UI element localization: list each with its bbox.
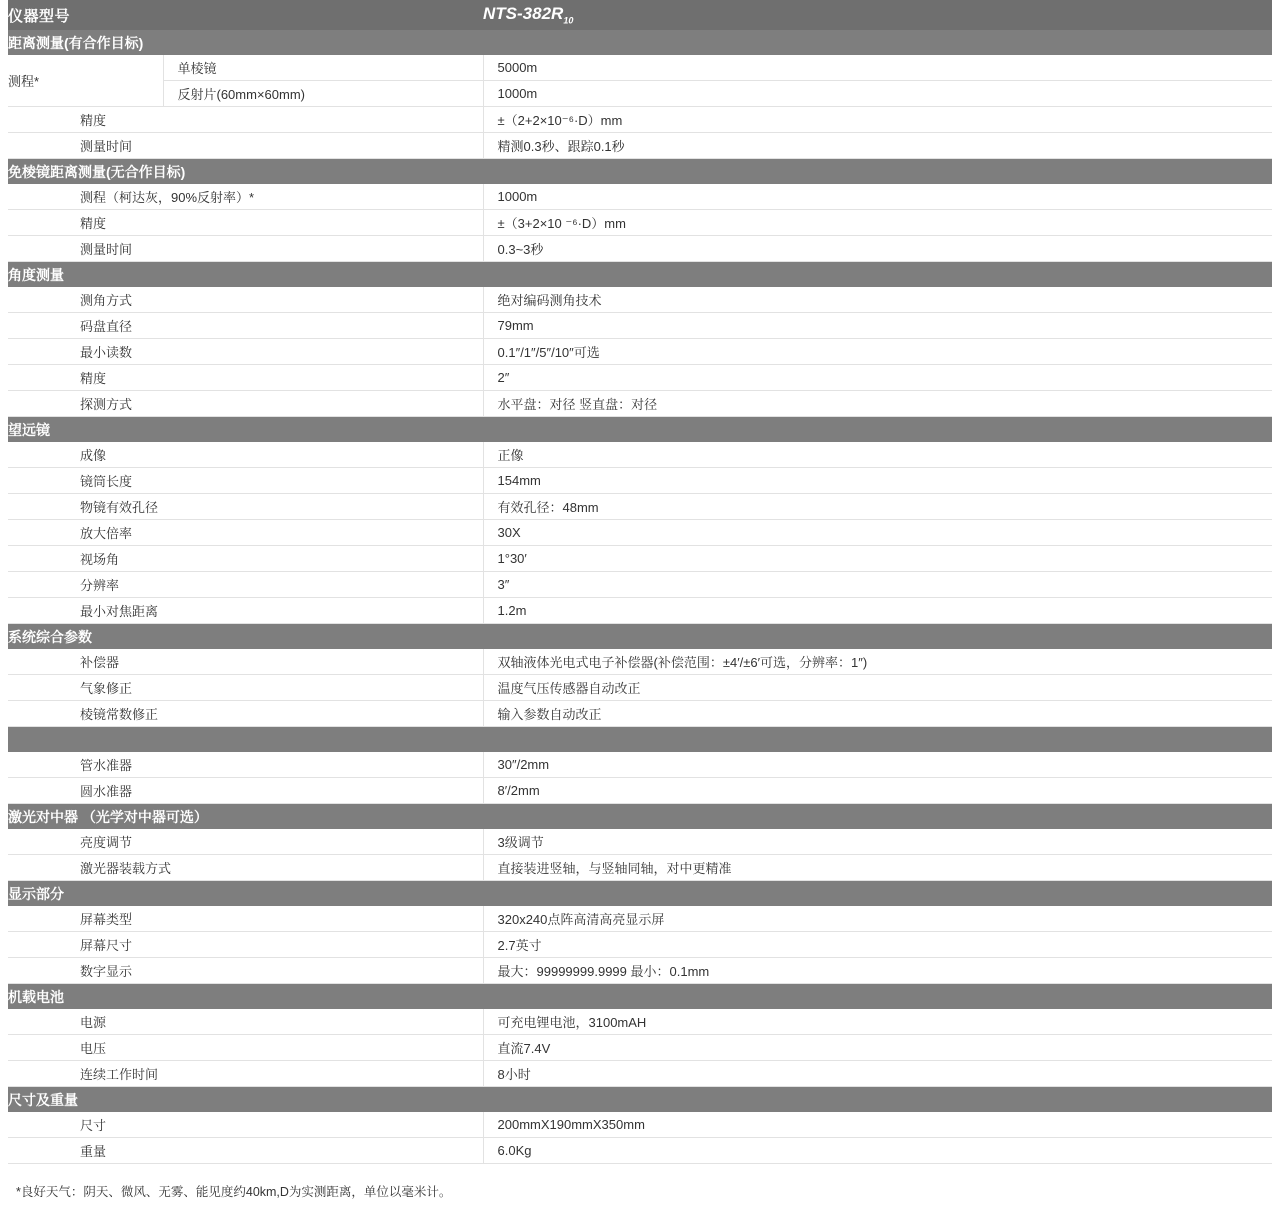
section-header-row xyxy=(8,624,1272,650)
row-value: 1.2m xyxy=(483,598,1272,624)
row-label: 码盘直径 xyxy=(8,313,483,339)
row-value: 8小时 xyxy=(483,1061,1272,1087)
row-label: 镜筒长度 xyxy=(8,468,483,494)
table-row xyxy=(8,133,1272,159)
row-label: 尺寸 xyxy=(8,1112,483,1138)
section-header-row xyxy=(8,1087,1272,1113)
model-subscript: 10 xyxy=(563,15,574,26)
table-body xyxy=(8,0,1272,1164)
row-label: 电源 xyxy=(8,1009,483,1035)
table-row xyxy=(8,752,1272,778)
row-value: 1000m xyxy=(483,81,1272,107)
section-header-row xyxy=(8,417,1272,443)
section-header-row xyxy=(8,262,1272,288)
table-row xyxy=(8,1112,1272,1138)
table-row xyxy=(8,958,1272,984)
section-header-row xyxy=(8,804,1272,830)
row-value: 6.0Kg xyxy=(483,1138,1272,1164)
row-label: 连续工作时间 xyxy=(8,1061,483,1087)
row-value: 2.7英寸 xyxy=(483,932,1272,958)
row-value: 输入参数自动改正 xyxy=(483,701,1272,727)
specification-table xyxy=(8,0,1272,1164)
table-row xyxy=(8,1009,1272,1035)
row-label: 测程（柯达灰，90%反射率）* xyxy=(8,184,483,210)
row-value: ±（2+2×10⁻⁶·D）mm xyxy=(483,107,1272,133)
row-value: 154mm xyxy=(483,468,1272,494)
section-title xyxy=(8,727,1272,753)
table-row xyxy=(8,829,1272,855)
table-row xyxy=(8,906,1272,932)
table-row xyxy=(8,313,1272,339)
table-row xyxy=(8,598,1272,624)
table-row xyxy=(8,442,1272,468)
table-row xyxy=(8,81,1272,107)
row-label: 最小读数 xyxy=(8,339,483,365)
row-label: 圆水准器 xyxy=(8,778,483,804)
row-value: 正像 xyxy=(483,442,1272,468)
row-value: ±（3+2×10 ⁻⁶·D）mm xyxy=(483,210,1272,236)
section-title: 尺寸及重量 xyxy=(8,1087,1272,1113)
row-value: 1°30′ xyxy=(483,546,1272,572)
table-row xyxy=(8,55,1272,81)
row-value: 0.3~3秒 xyxy=(483,236,1272,262)
row-sublabel: 单棱镜 xyxy=(163,55,483,81)
row-label: 探测方式 xyxy=(8,391,483,417)
row-label: 精度 xyxy=(8,210,483,236)
row-value: 精测0.3秒、跟踪0.1秒 xyxy=(483,133,1272,159)
row-label: 精度 xyxy=(8,107,483,133)
section-title: 望远镜 xyxy=(8,417,1272,443)
row-label: 气象修正 xyxy=(8,675,483,701)
row-label: 补偿器 xyxy=(8,649,483,675)
row-value: 2″ xyxy=(483,365,1272,391)
row-label: 测量时间 xyxy=(8,236,483,262)
table-row xyxy=(8,1061,1272,1087)
table-row xyxy=(8,855,1272,881)
section-title: 机载电池 xyxy=(8,984,1272,1010)
table-row xyxy=(8,391,1272,417)
row-value: 79mm xyxy=(483,313,1272,339)
row-value: 320x240点阵高清高亮显示屏 xyxy=(483,906,1272,932)
table-row xyxy=(8,701,1272,727)
row-value: 温度气压传感器自动改正 xyxy=(483,675,1272,701)
footnote: *良好天气：阴天、微风、无雾、能见度约40km,D为实测距离，单位以毫米计。 xyxy=(16,1185,452,1199)
section-header-row xyxy=(8,159,1272,185)
row-label: 放大倍率 xyxy=(8,520,483,546)
table-row xyxy=(8,932,1272,958)
row-value: 3″ xyxy=(483,572,1272,598)
section-title: 激光对中器 （光学对中器可选） xyxy=(8,804,1272,830)
row-label: 物镜有效孔径 xyxy=(8,494,483,520)
row-value: 3级调节 xyxy=(483,829,1272,855)
table-row xyxy=(8,468,1272,494)
table-row xyxy=(8,778,1272,804)
row-value: 绝对编码测角技术 xyxy=(483,287,1272,313)
section-title: 角度测量 xyxy=(8,262,1272,288)
row-value: 30″/2mm xyxy=(483,752,1272,778)
table-row xyxy=(8,1035,1272,1061)
table-row xyxy=(8,520,1272,546)
row-label: 重量 xyxy=(8,1138,483,1164)
section-title: 显示部分 xyxy=(8,881,1272,907)
row-label: 棱镜常数修正 xyxy=(8,701,483,727)
model-label: 仪器型号 xyxy=(8,0,483,30)
section-header-row xyxy=(8,30,1272,55)
row-label: 数字显示 xyxy=(8,958,483,984)
row-label: 测量时间 xyxy=(8,133,483,159)
table-row xyxy=(8,572,1272,598)
row-label: 激光器装载方式 xyxy=(8,855,483,881)
row-label: 测角方式 xyxy=(8,287,483,313)
row-value: 水平盘：对径 竖直盘：对径 xyxy=(483,391,1272,417)
row-value: 最大：99999999.9999 最小：0.1mm xyxy=(483,958,1272,984)
table-row xyxy=(8,675,1272,701)
row-value: 5000m xyxy=(483,55,1272,81)
row-value: 8′/2mm xyxy=(483,778,1272,804)
table-row xyxy=(8,107,1272,133)
row-value: 双轴液体光电式电子补偿器(补偿范围：±4′/±6′可选，分辨率：1″) xyxy=(483,649,1272,675)
row-label: 管水准器 xyxy=(8,752,483,778)
section-header-row xyxy=(8,727,1272,753)
row-label: 精度 xyxy=(8,365,483,391)
model-name: NTS-382R xyxy=(483,4,564,24)
row-sublabel: 反射片(60mm×60mm) xyxy=(163,81,483,107)
section-title: 系统综合参数 xyxy=(8,624,1272,650)
row-value: 直接装进竖轴，与竖轴同轴，对中更精准 xyxy=(483,855,1272,881)
row-value: 直流7.4V xyxy=(483,1035,1272,1061)
row-label: 屏幕类型 xyxy=(8,906,483,932)
table-row xyxy=(8,365,1272,391)
table-row xyxy=(8,287,1272,313)
section-header-row xyxy=(8,984,1272,1010)
row-value: 1000m xyxy=(483,184,1272,210)
row-label: 测程* xyxy=(8,55,163,107)
table-row xyxy=(8,1138,1272,1164)
section-header-row xyxy=(8,881,1272,907)
section-title: 距离测量(有合作目标) xyxy=(8,30,1272,55)
row-label: 电压 xyxy=(8,1035,483,1061)
table-row xyxy=(8,184,1272,210)
section-title: 免棱镜距离测量(无合作目标) xyxy=(8,159,1272,185)
table-row xyxy=(8,339,1272,365)
row-value: 200mmX190mmX350mm xyxy=(483,1112,1272,1138)
table-row xyxy=(8,546,1272,572)
table-row xyxy=(8,649,1272,675)
row-value: 有效孔径：48mm xyxy=(483,494,1272,520)
row-label: 分辨率 xyxy=(8,572,483,598)
table-row xyxy=(8,210,1272,236)
row-label: 成像 xyxy=(8,442,483,468)
table-header-row xyxy=(8,0,1272,30)
table-row xyxy=(8,236,1272,262)
row-value: 30X xyxy=(483,520,1272,546)
table-row xyxy=(8,494,1272,520)
row-value: 可充电锂电池，3100mAH xyxy=(483,1009,1272,1035)
row-label: 最小对焦距离 xyxy=(8,598,483,624)
row-value: 0.1″/1″/5″/10″可选 xyxy=(483,339,1272,365)
row-label: 视场角 xyxy=(8,546,483,572)
model-value xyxy=(483,0,1272,30)
row-label: 屏幕尺寸 xyxy=(8,932,483,958)
row-label: 亮度调节 xyxy=(8,829,483,855)
